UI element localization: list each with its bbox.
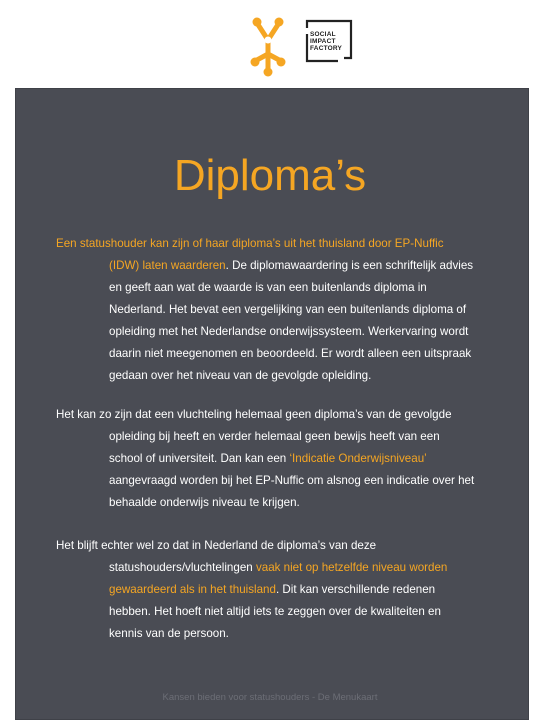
highlighted-text: Een statushouder kan zijn of haar diploma’s uit het thuisland door EP-Nuffic [56,237,444,250]
body-text: daarin niet meegenomen en beoordeeld. Er wordt alleen een uitspraak [109,347,472,360]
paragraph-line [109,579,435,601]
page-footer: Kansen bieden voor statushouders - De Menukaart [162,692,378,703]
body-text: opleiding bij heeft en verder helemaal geen bewijs heeft van een [109,430,440,443]
body-text: statushouders/vluchtelingen [109,561,256,574]
page-title: Diploma’s [173,151,367,200]
body-text: Het kan zo zijn dat een vluchteling helemaal geen diploma’s van de gevolgde [56,408,452,421]
social-impact-factory-logo-text: SOCIAL IMPACT FACTORY [310,31,343,52]
paragraph-line [109,365,371,387]
body-text: Nederland. Het bevat een vergelijking van een buitenlands diploma of [109,303,467,316]
highlighted-text: (IDW) laten waarderen [109,259,226,272]
highlighted-text: ‘Indicatie Onderwijsniveau’ [289,452,427,465]
paragraph-line [109,255,473,277]
paragraph-line [109,623,229,645]
paragraph-line [56,404,452,426]
body-text: opleiding met het Nederlandse onderwijssysteem. Werkervaring wordt [109,325,469,338]
paragraph-line [109,492,300,514]
paragraph-line [109,321,468,343]
highlighted-text: vaak niet op hetzelfde niveau worden [255,561,448,574]
molecule-logo-icon [246,14,290,78]
paragraph-line [109,277,427,299]
paragraph-line [109,343,471,365]
paragraph-line [109,470,474,492]
body-text: en geeft aan wat de waarde is van een buitenlands diploma in [109,281,427,294]
body-text: school of universiteit. Dan kan een [109,452,290,465]
body-text: aangevraagd worden bij het EP-Nuffic om alsnog een indicatie over het [109,474,475,487]
body-text: . De diplomawaardering is een schriftelijk advies [225,259,474,272]
paragraph-line [109,448,427,470]
paragraph-line [109,557,447,579]
paragraph-line [109,426,440,448]
body-text: behaalde onderwijs niveau te krijgen. [109,496,300,509]
body-text: . Dit kan verschillende redenen [275,583,436,596]
body-text: kennis van de persoon. [109,627,229,640]
paragraph-line [56,233,444,255]
body-text: Het blijft echter wel zo dat in Nederland de diploma’s van deze [56,539,377,552]
paragraph-line [56,535,376,557]
body-text: gedaan over het niveau van de gevolgde opleiding. [109,369,372,382]
highlighted-text: gewaardeerd als in het thuisland [109,583,276,596]
paragraph-line [109,601,441,623]
body-text: hebben. Het hoeft niet altijd iets te zeggen over de kwaliteiten en [109,605,441,618]
paragraph-line [109,299,466,321]
